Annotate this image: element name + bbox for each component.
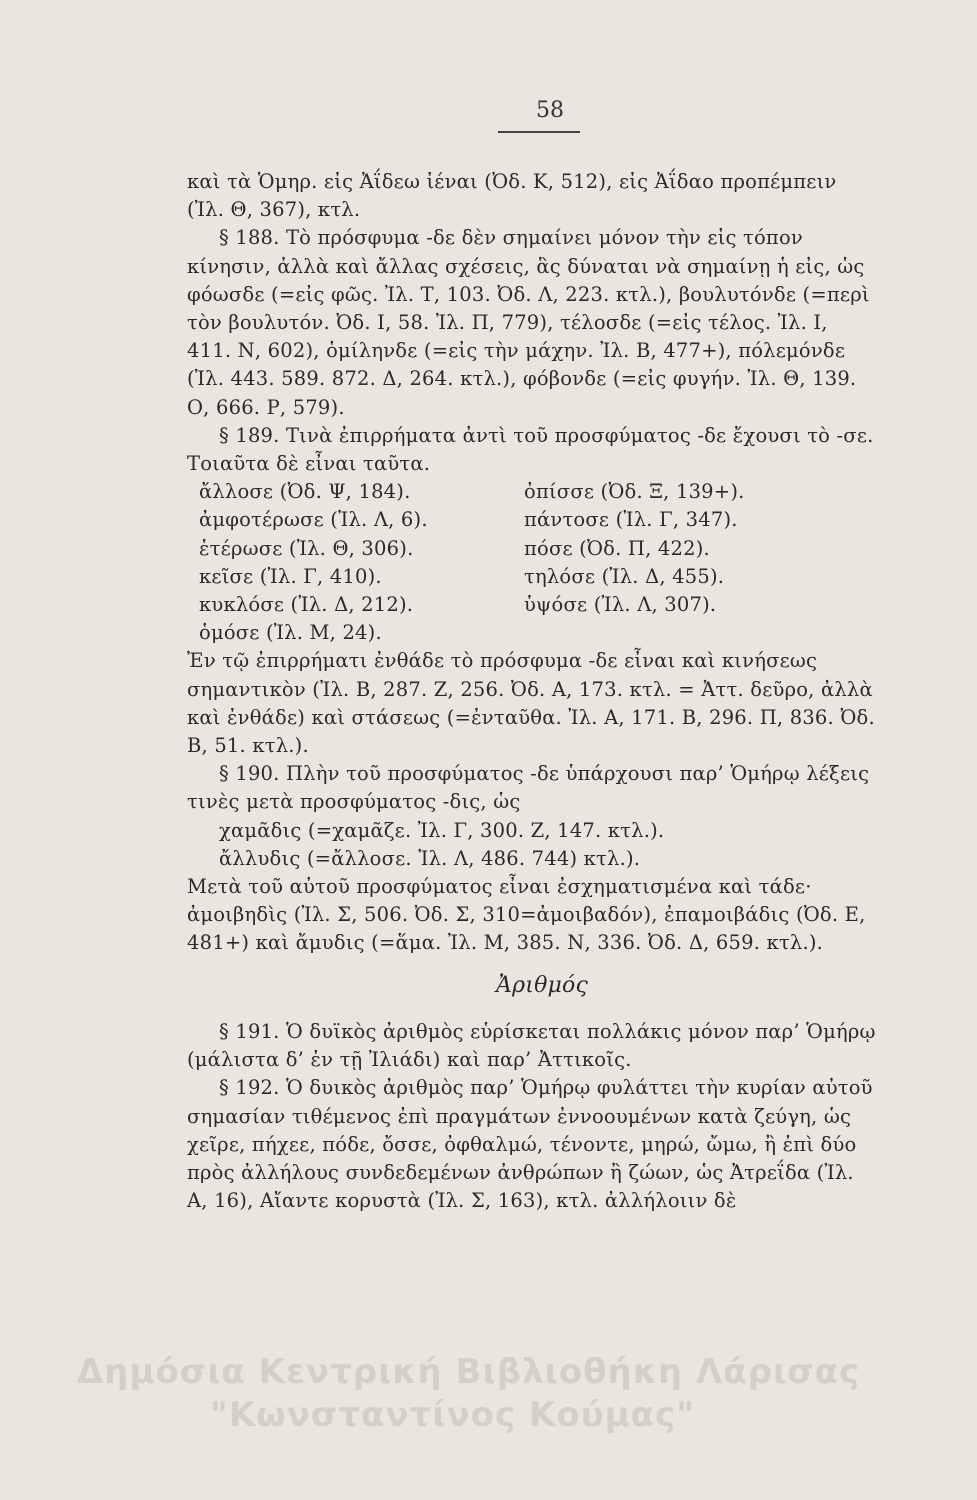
header-rule <box>498 131 580 133</box>
list-item: ὀπίσσε (Ὀδ. Ξ, 139+). <box>524 480 745 504</box>
body-text <box>187 168 877 1215</box>
paragraph-189: § 189. Τινὰ ἐπιρρήματα ἀντὶ τοῦ προσφύματος -δε ἔχουσι τὸ -σε. Τοιαῦτα δὲ εἶναι ταῦτα. <box>187 423 874 476</box>
adverb-list <box>187 478 877 647</box>
paragraph-190: § 190. Πλὴν τοῦ προσφύματος -δε ὑπάρχουσι παρ’ Ὁμήρῳ λέξεις τινὲς μετὰ προσφύματος -δις, ὡς <box>187 762 870 814</box>
section-heading: Ἀριθμός <box>496 972 588 998</box>
list-item: τηλόσε (Ἰλ. Δ, 455). <box>524 564 725 588</box>
list-item: ἀμφοτέρωσε (Ἰλ. Λ, 6). <box>199 508 428 532</box>
paragraph-188: § 188. Τὸ πρόσφυμα -δε δὲν σημαίνει μόνον τὴν εἰς τόπον κίνησιν, ἀλλὰ καὶ ἄλλας σχέσεις, ἃς δύναται νὰ σημαίνῃ ἡ εἰς, ὡς φόωσδε (=εἰς φῶς. Ἰλ. Τ, 103. Ὀδ. Λ, 223. κτλ.), βουλυτόνδε (=περὶ τὸν βουλυτόν. Ὀδ. Ι, 58. Ἰλ. Π, 779), τέλοσδε (=εἰς τέλος. Ἰλ. Ι, 411. Ν, 602), ὁμίληνδε (=εἰς τὴν μάχην. Ἰλ. Β, 477+), πόλεμόνδε (Ἰλ. 443. 589. 872. Δ, 264. κτλ.), φόβονδε (=εἰς φυγήν. Ἰλ. Θ, 139. Ο, 666. Ρ, 579). <box>187 226 870 419</box>
list-item: πόσε (Ὀδ. Π, 422). <box>524 536 710 560</box>
list-item: ἄλλοσε (Ὀδ. Ψ, 184). <box>199 480 411 504</box>
paragraph-192: § 192. Ὁ δυικὸς ἀριθμὸς παρ’ Ὁμήρῳ φυλάττει τὴν κυρίαν αὐτοῦ σημασίαν τιθέμενος ἐπὶ πραγμάτων ἐννοουμένων κατὰ ζεύγη, ὡς χεῖρε, πήχεε, πόδε, ὄσσε, ὀφθαλμώ, τένοντε, μηρώ, ὤμω, ἢ ἐπὶ δύο πρὸς ἀλλήλους συνδεδεμένων ἀνθρώπων ἢ ζώων, ὡς Ἀτρεΐδα (Ἰλ. Α, 16), Αἴαντε κορυστὰ (Ἰλ. Σ, 163), κτλ. ἀλλήλοιιν δὲ <box>187 1076 873 1213</box>
list-item: κυκλόσε (Ἰλ. Δ, 212). <box>199 593 414 617</box>
list-item: ἑτέρωσε (Ἰλ. Θ, 306). <box>199 536 414 560</box>
library-watermark-line1: Δημόσια Κεντρική Βιβλιοθήκη Λάρισας <box>76 1352 861 1392</box>
example-chamadis: χαμᾶδις (=χαμᾶζε. Ἰλ. Γ, 300. Ζ, 147. κτλ.). <box>219 818 665 842</box>
library-watermark-line2: "Κωνσταντίνος Κούμας" <box>210 1395 695 1435</box>
paragraph-191: § 191. Ὁ δυϊκὸς ἀριθμὸς εὑρίσκεται πολλάκις μόνον παρ’ Ὁμήρῳ (μάλιστα δ’ ἐν τῇ Ἰλιάδι) καὶ παρ’ Ἀττικοῖς. <box>187 1019 876 1072</box>
list-item: πάντοσε (Ἰλ. Γ, 347). <box>524 508 738 532</box>
list-item <box>524 619 844 647</box>
list-item: ὑψόσε (Ἰλ. Λ, 307). <box>524 593 717 617</box>
list-item: κεῖσε (Ἰλ. Γ, 410). <box>199 564 382 588</box>
paragraph-enthade: Ἐν τῷ ἐπιρρήματι ἐνθάδε τὸ πρόσφυμα -δε εἶναι καὶ κινήσεως σημαντικὸν (Ἰλ. Β, 287. Ζ, 256. Ὀδ. Α, 173. κτλ. = Ἀττ. δεῦρο, ἀλλὰ καὶ ἐνθάδε) καὶ στάσεως (=ἐνταῦθα. Ἰλ. Α, 171. Β, 296. Π, 836. Ὀδ. Β, 51. κτλ.). <box>187 649 875 758</box>
example-allydis: ἄλλυδις (=ἄλλοσε. Ἰλ. Λ, 486. 744) κτλ.). <box>219 846 641 870</box>
paragraph-same-suffix: Μετὰ τοῦ αὐτοῦ προσφύματος εἶναι ἐσχηματισμένα καὶ τάδε· ἀμοιβηδὶς (Ἰλ. Σ, 506. Ὀδ. Σ, 310=ἀμοιβαδόν), ἐπαμοιβάδις (Ὀδ. Ε, 481+) καὶ ἄμυδις (=ἅμα. Ἰλ. Μ, 385. Ν, 336. Ὀδ. Δ, 659. κτλ.). <box>187 875 866 955</box>
paragraph-1: καὶ τὰ Ὁμηρ. εἰς Ἀΐδεω ἰέναι (Ὀδ. Κ, 512), εἰς Ἀΐδαο προπέμπειν (Ἰλ. Θ, 367), κτλ. <box>187 170 837 222</box>
page-number: 58 <box>536 98 564 123</box>
list-item: ὁμόσε (Ἰλ. Μ, 24). <box>199 621 382 645</box>
